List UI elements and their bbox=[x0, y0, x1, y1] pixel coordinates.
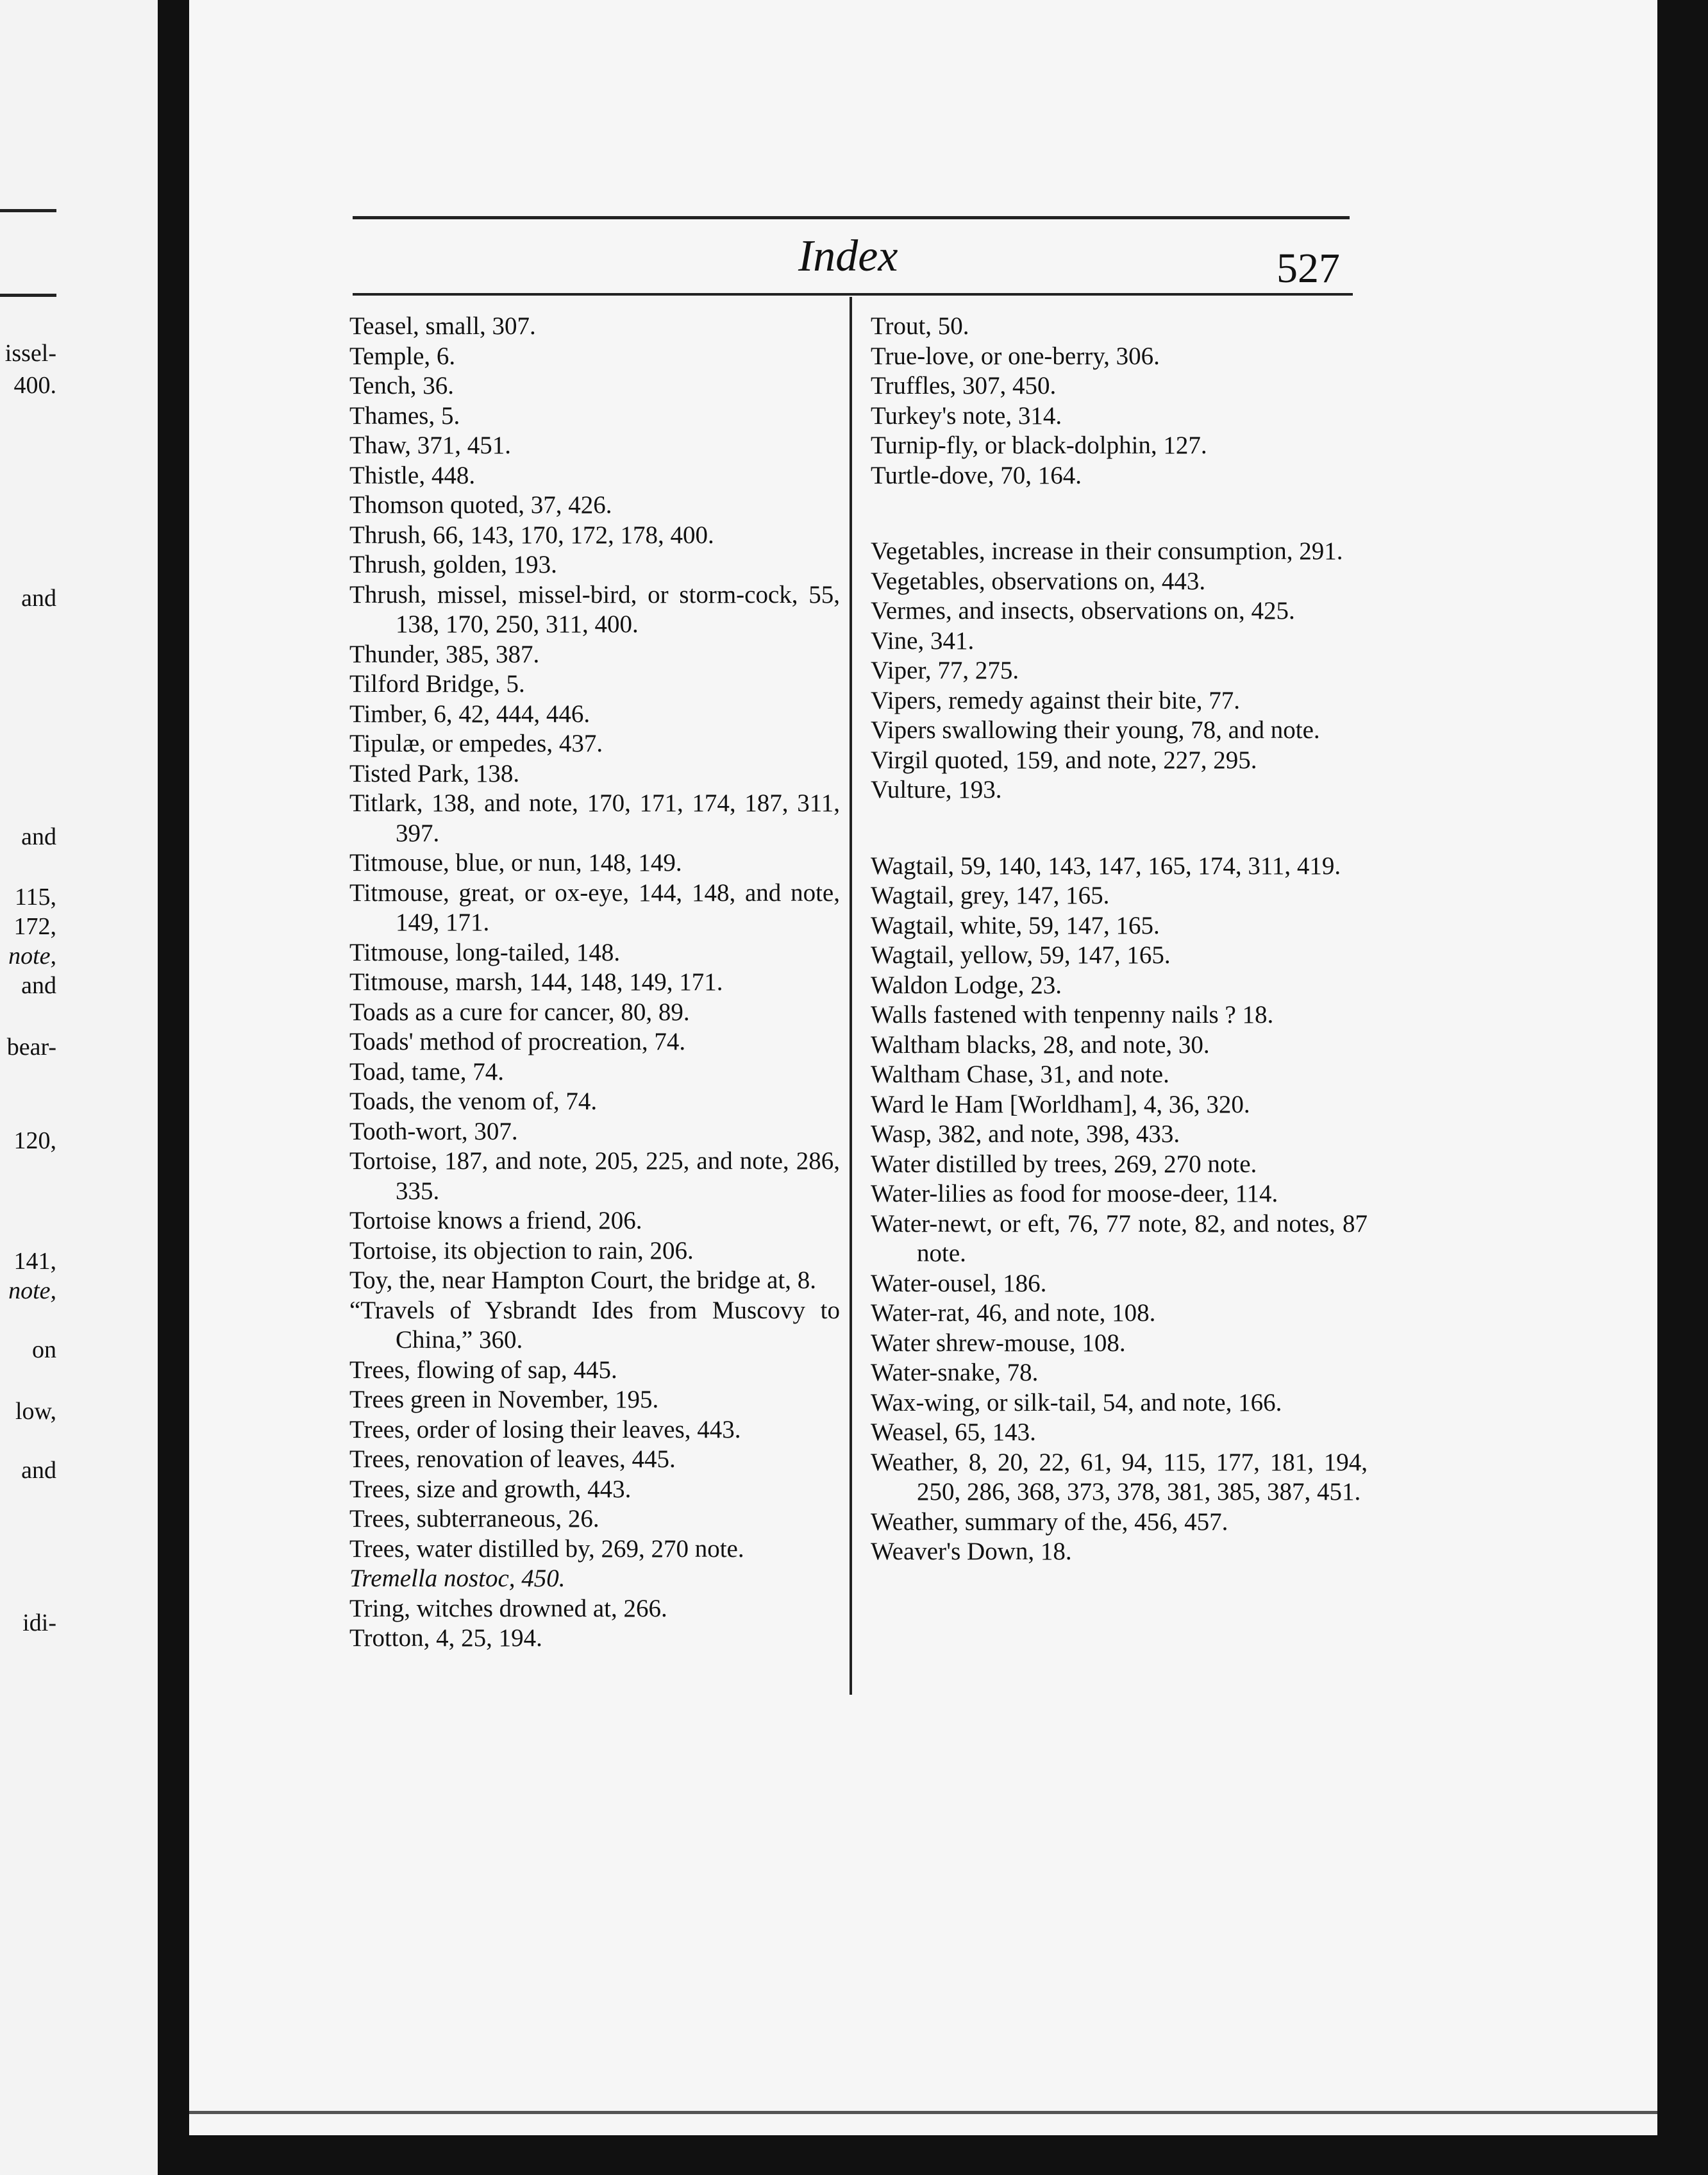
facing-page-text: and bbox=[21, 585, 56, 612]
index-entry: Wagtail, 59, 140, 143, 147, 165, 174, 311, 419. bbox=[871, 852, 1341, 880]
index-entry: Thistle, 448. bbox=[349, 461, 476, 489]
index-entry: Toads' method of procreation, 74. bbox=[349, 1028, 686, 1055]
index-entry: Water-ousel, 186. bbox=[871, 1269, 1047, 1297]
facing-page-text: and bbox=[21, 823, 56, 850]
index-entry: Water shrew-mouse, 108. bbox=[871, 1329, 1126, 1357]
index-entry: Wagtail, white, 59, 147, 165. bbox=[871, 911, 1160, 939]
index-entry: Thaw, 371, 451. bbox=[349, 432, 512, 459]
index-entry: Tipulæ, or empedes, 437. bbox=[349, 730, 603, 757]
index-entry: Tortoise, 187, and note, 205, 225, and note, 286, 335. bbox=[349, 1147, 840, 1205]
index-entry: Water-rat, 46, and note, 108. bbox=[871, 1299, 1156, 1327]
index-entry: Truffles, 307, 450. bbox=[871, 372, 1057, 399]
index-entry: Walls fastened with tenpenny nails ? 18. bbox=[871, 1001, 1274, 1029]
index-entry: Vegetables, increase in their consumption, 291. bbox=[871, 537, 1343, 565]
index-entry: Teasel, small, 307. bbox=[349, 312, 536, 340]
index-entry: Thunder, 385, 387. bbox=[349, 640, 540, 668]
column-divider bbox=[850, 297, 852, 1695]
index-entry: Trees green in November, 195. bbox=[349, 1386, 659, 1413]
index-entry: Trees, flowing of sap, 445. bbox=[349, 1356, 617, 1384]
facing-page-top-rule bbox=[0, 209, 56, 212]
facing-page-text: 172, bbox=[13, 913, 56, 940]
index-entry: Wax-wing, or silk-tail, 54, and note, 166. bbox=[871, 1388, 1282, 1416]
index-page bbox=[189, 0, 1657, 2135]
index-entry: Tortoise, its objection to rain, 206. bbox=[349, 1236, 694, 1264]
facing-page-text: bear- bbox=[6, 1034, 56, 1061]
index-entry: Trees, water distilled by, 269, 270 note. bbox=[349, 1534, 744, 1563]
index-entry: Trotton, 4, 25, 194. bbox=[349, 1624, 542, 1652]
index-entry: Trees, renovation of leaves, 445. bbox=[349, 1445, 676, 1473]
index-entry: Toads as a cure for cancer, 80, 89. bbox=[349, 998, 690, 1026]
index-entry: Vulture, 193. bbox=[871, 776, 1002, 803]
index-column-right bbox=[871, 312, 1368, 1567]
facing-page-text: idi- bbox=[22, 1609, 56, 1636]
index-entry: Tisted Park, 138. bbox=[349, 759, 520, 787]
facing-page-text: and bbox=[21, 1457, 56, 1484]
index-entry: Virgil quoted, 159, and note, 227, 295. bbox=[871, 746, 1257, 774]
index-entry: Tooth-wort, 307. bbox=[349, 1117, 518, 1145]
index-entry: Water-newt, or eft, 76, 77 note, 82, and notes, 87 note. bbox=[871, 1209, 1368, 1267]
index-entry: Toy, the, near Hampton Court, the bridge at, 8. bbox=[349, 1266, 816, 1294]
index-entry: Waltham blacks, 28, and note, 30. bbox=[871, 1030, 1210, 1059]
facing-page-text: note, bbox=[8, 943, 56, 970]
index-entry: Vine, 341. bbox=[871, 626, 975, 655]
index-entry: Weasel, 65, 143. bbox=[871, 1418, 1036, 1446]
index-entry: Titmouse, marsh, 144, 148, 149, 171. bbox=[349, 968, 723, 996]
index-entry: Tremella nostoc, 450. bbox=[349, 1565, 565, 1592]
facing-page-head-rule bbox=[0, 294, 56, 297]
facing-page-text: note, bbox=[8, 1277, 56, 1304]
index-entry: Titlark, 138, and note, 170, 171, 174, 187, 311, 397. bbox=[349, 789, 840, 847]
index-entry: Titmouse, great, or ox-eye, 144, 148, and note, 149, 171. bbox=[349, 878, 840, 936]
index-entry: Titmouse, blue, or nun, 148, 149. bbox=[349, 849, 682, 877]
letter-section-gap bbox=[871, 805, 1368, 852]
index-entry: Turnip-fly, or black-dolphin, 127. bbox=[871, 432, 1207, 459]
index-entry: Vegetables, observations on, 443. bbox=[871, 567, 1206, 595]
facing-page-text: 141, bbox=[13, 1248, 56, 1275]
index-entry: Thrush, golden, 193. bbox=[349, 551, 557, 578]
index-entry: Tench, 36. bbox=[349, 372, 454, 399]
top-rule bbox=[353, 216, 1350, 219]
index-entry: Thrush, missel, missel-bird, or storm-cock, 55, 138, 170, 250, 311, 400. bbox=[349, 580, 840, 638]
index-entry: Trees, order of losing their leaves, 443. bbox=[349, 1415, 741, 1443]
index-column-left bbox=[349, 312, 840, 1654]
index-entry: Waltham Chase, 31, and note. bbox=[871, 1061, 1169, 1088]
index-entry: Trees, subterraneous, 26. bbox=[349, 1505, 599, 1533]
index-entry: Toads, the venom of, 74. bbox=[349, 1088, 598, 1115]
letter-section-gap bbox=[871, 491, 1368, 537]
index-entry: Weather, 8, 20, 22, 61, 94, 115, 177, 181, 194, 250, 286, 368, 373, 378, 381, 385, 387, 451. bbox=[871, 1448, 1368, 1506]
facing-page-text: 115, bbox=[14, 884, 56, 911]
running-head: Index bbox=[798, 231, 898, 281]
index-entry: Viper, 77, 275. bbox=[871, 657, 1019, 684]
page-bottom-edge bbox=[189, 2111, 1657, 2114]
index-entry: Weaver's Down, 18. bbox=[871, 1538, 1072, 1565]
index-entry: Titmouse, long-tailed, 148. bbox=[349, 938, 621, 966]
page-number: 527 bbox=[1277, 245, 1340, 292]
header-rule bbox=[353, 293, 1353, 296]
index-entry: Weather, summary of the, 456, 457. bbox=[871, 1507, 1228, 1536]
index-entry: Water-lilies as food for moose-deer, 114. bbox=[871, 1180, 1278, 1207]
index-entry: Tring, witches drowned at, 266. bbox=[349, 1594, 667, 1622]
index-entry: Wagtail, yellow, 59, 147, 165. bbox=[871, 941, 1171, 969]
index-entry: Thames, 5. bbox=[349, 401, 460, 430]
index-entry: Thomson quoted, 37, 426. bbox=[349, 491, 612, 519]
index-entry: “Travels of Ysbrandt Ides from Muscovy to China,” 360. bbox=[349, 1296, 840, 1354]
index-entry: Vipers, remedy against their bite, 77. bbox=[871, 686, 1240, 714]
index-entry: Tilford Bridge, 5. bbox=[349, 670, 525, 698]
index-entry: Turkey's note, 314. bbox=[871, 401, 1062, 430]
index-entry: Thrush, 66, 143, 170, 172, 178, 400. bbox=[349, 521, 714, 549]
facing-page-text: issel- bbox=[4, 340, 56, 367]
index-entry: Wasp, 382, and note, 398, 433. bbox=[871, 1120, 1180, 1148]
index-entry: Vipers swallowing their young, 78, and note. bbox=[871, 716, 1320, 744]
index-entry: Turtle-dove, 70, 164. bbox=[871, 461, 1082, 489]
facing-page-text: 400. bbox=[13, 372, 56, 399]
index-entry: Temple, 6. bbox=[349, 342, 456, 370]
facing-page-text: 120, bbox=[13, 1127, 56, 1154]
index-entry: Toad, tame, 74. bbox=[349, 1057, 504, 1086]
index-entry: Water distilled by trees, 269, 270 note. bbox=[871, 1150, 1257, 1178]
index-entry: Waldon Lodge, 23. bbox=[871, 971, 1062, 999]
index-entry: Wagtail, grey, 147, 165. bbox=[871, 882, 1110, 909]
facing-page-fragment bbox=[0, 0, 158, 2175]
index-entry: Tortoise knows a friend, 206. bbox=[349, 1207, 642, 1234]
index-entry: Water-snake, 78. bbox=[871, 1359, 1039, 1386]
index-entry: Ward le Ham [Worldham], 4, 36, 320. bbox=[871, 1090, 1250, 1118]
facing-page-text: and bbox=[21, 972, 56, 999]
facing-page-text: low, bbox=[15, 1398, 56, 1425]
index-entry: True-love, or one-berry, 306. bbox=[871, 342, 1160, 370]
index-entry: Vermes, and insects, observations on, 425. bbox=[871, 597, 1295, 625]
facing-page-text: on bbox=[32, 1336, 56, 1363]
index-entry: Trout, 50. bbox=[871, 312, 969, 340]
index-entry: Timber, 6, 42, 444, 446. bbox=[349, 700, 590, 728]
index-entry: Trees, size and growth, 443. bbox=[349, 1475, 632, 1503]
